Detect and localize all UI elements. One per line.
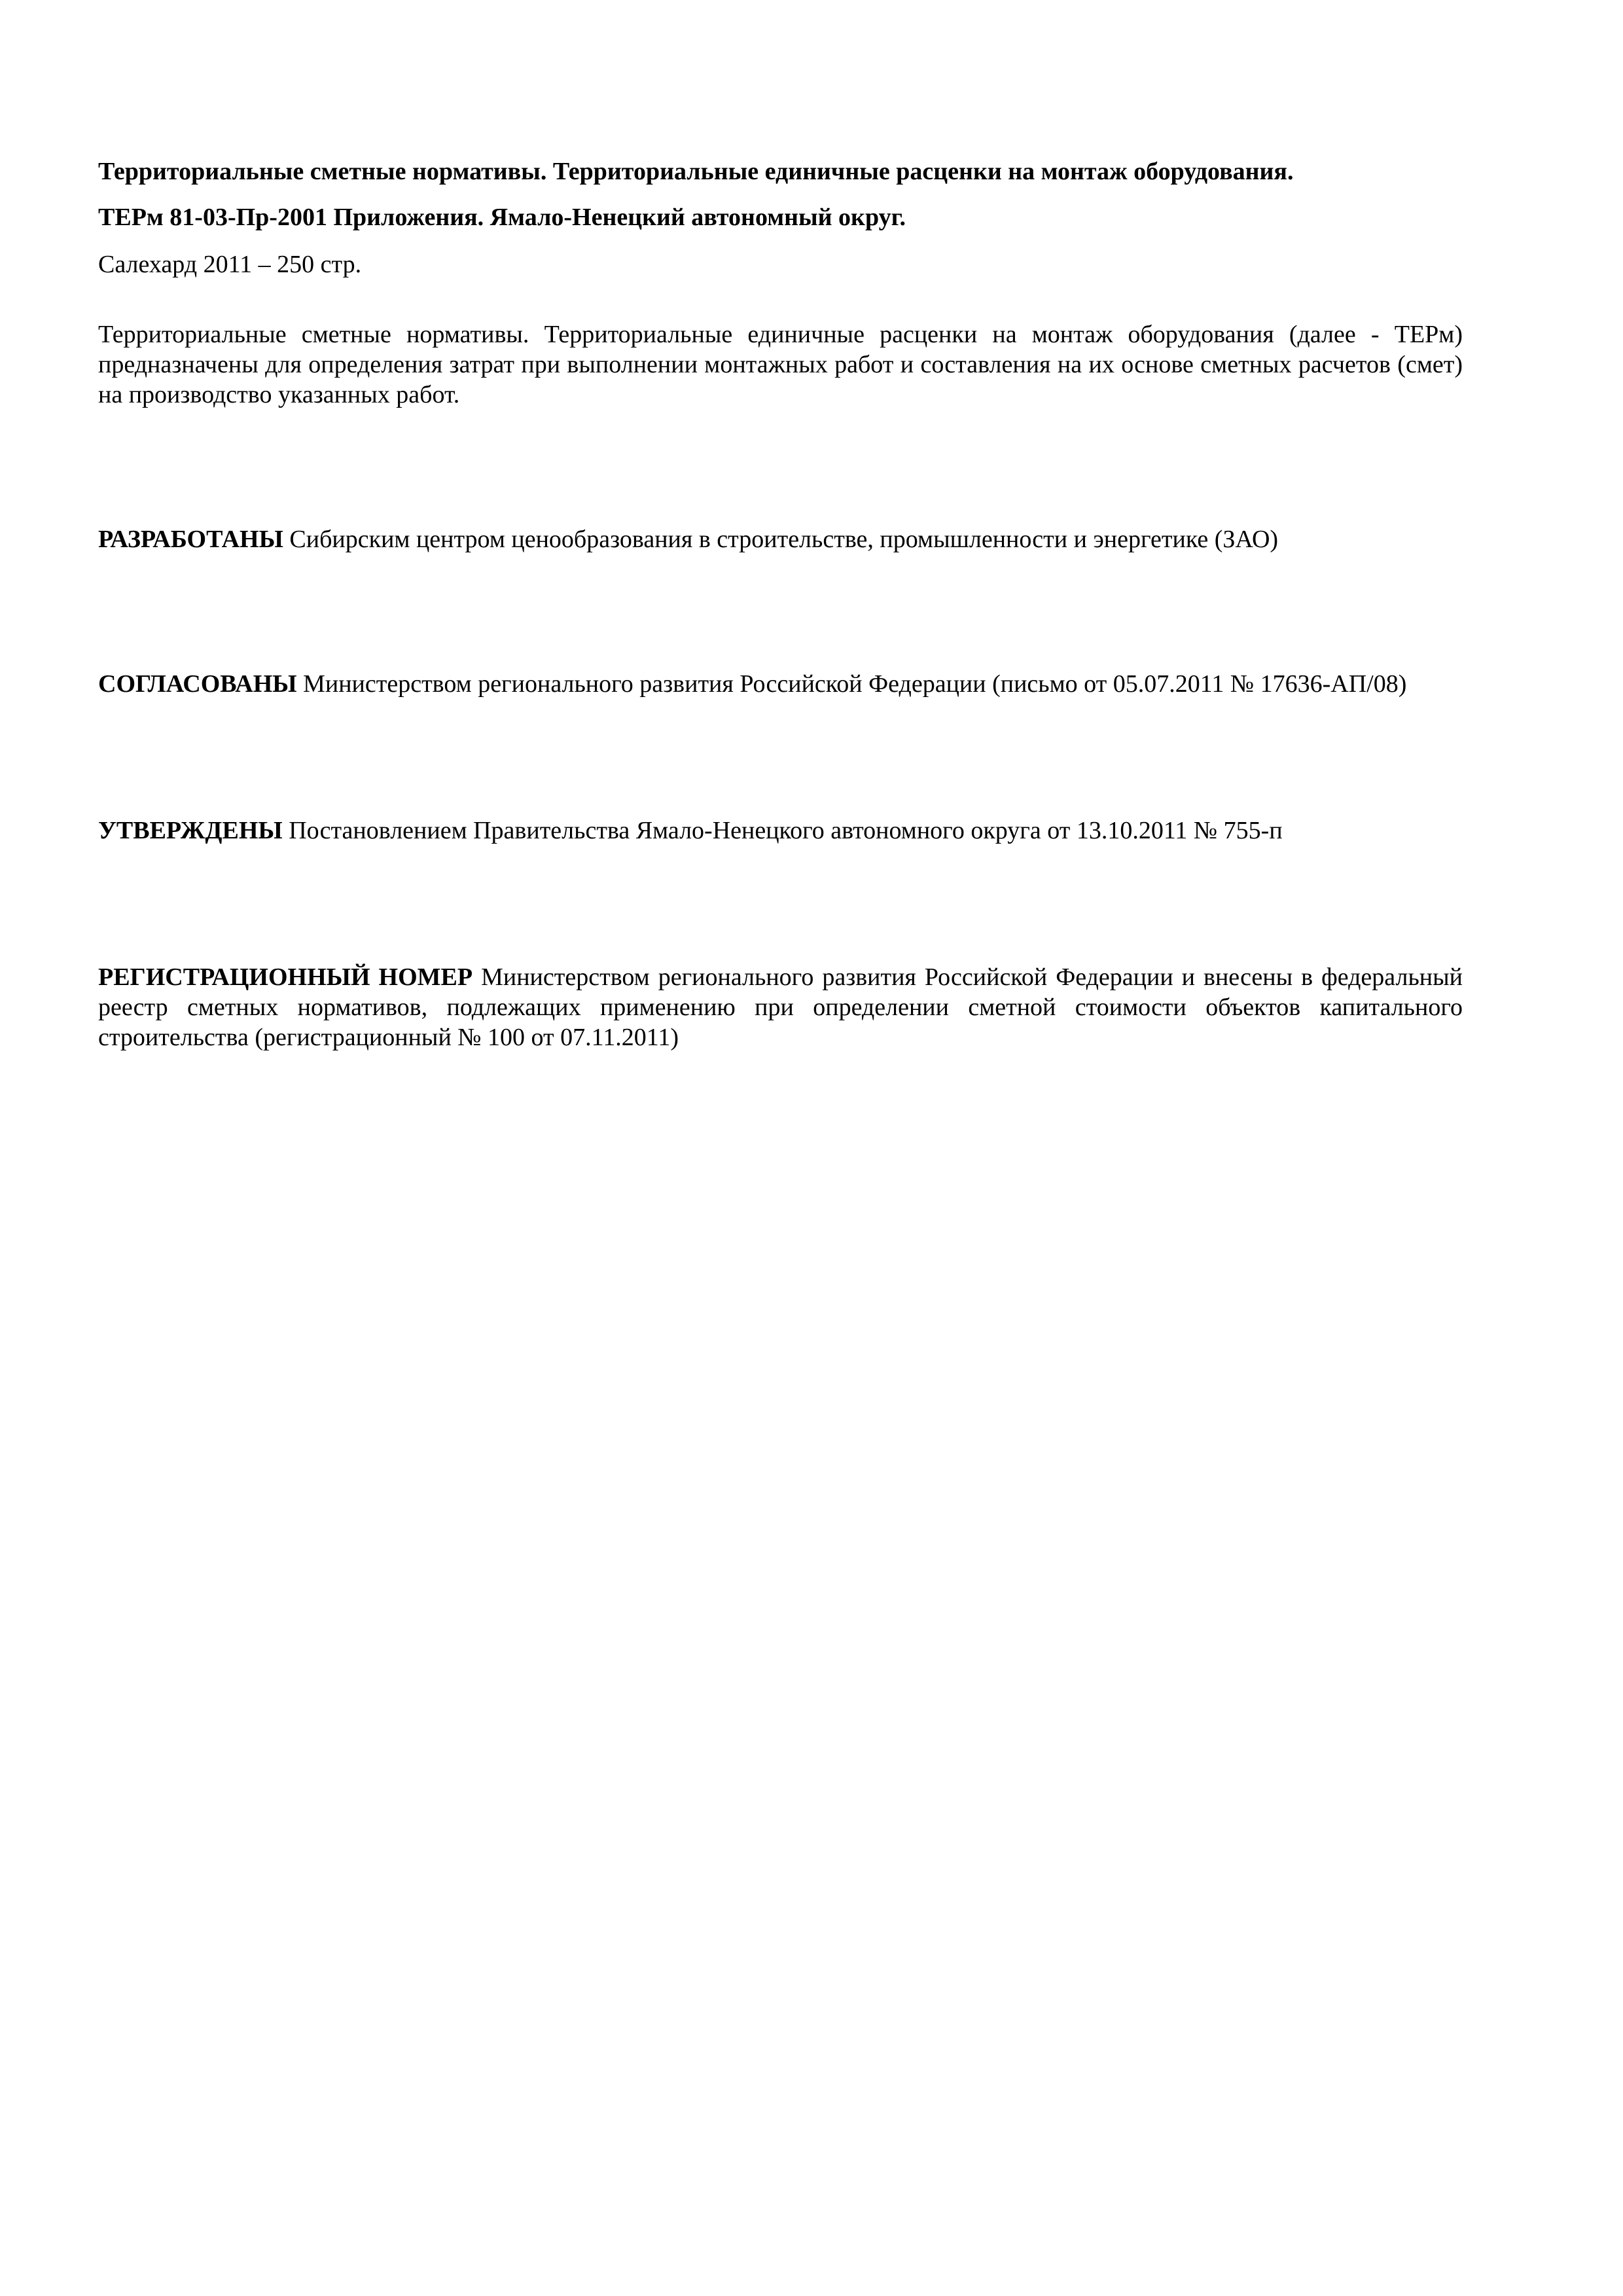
document-title-line-1: Территориальные сметные нормативы. Территориальные единичные расценки на монтаж оборудования. [98, 158, 1294, 185]
section-developed [98, 524, 1463, 554]
section-approved-label: УТВЕРЖДЕНЫ [98, 817, 283, 844]
document-title-line-2: ТЕРм 81-03-Пр-2001 Приложения. Ямало-Ненецкий автономный округ. [98, 204, 906, 231]
section-approved-text: Постановлением Правительства Ямало-Ненецкого автономного округа от 13.10.2011 № 755-п [282, 817, 1283, 844]
document-body [98, 156, 1463, 1052]
section-registration-number [98, 962, 1463, 1052]
section-developed-label: РАЗРАБОТАНЫ [98, 526, 283, 553]
section-registration-number-label: РЕГИСТРАЦИОННЫЙ НОМЕР [98, 963, 473, 991]
section-approved [98, 816, 1463, 846]
section-registration-number-text: Министерством регионального развития Российской Федерации и внесены в федеральный реестр сметных нормативов, подлежащих применению при определении сметной стоимости объектов капитального строительства (регистрационный № 100 от 07.11.2011) [98, 963, 1463, 1051]
publication-info: Салехард 2011 – 250 стр. [98, 251, 362, 278]
document-description: Территориальные сметные нормативы. Территориальные единичные расценки на монтаж оборудования (далее - ТЕРм) предназначены для определения затрат при выполнении монтажных работ и составления на их основе сметных расчетов (смет) на производство указанных работ. [98, 321, 1463, 408]
section-agreed-label: СОГЛАСОВАНЫ [98, 670, 297, 698]
section-agreed [98, 669, 1463, 699]
section-developed-text: Сибирским центром ценообразования в строительстве, промышленности и энергетике (ЗАО) [283, 526, 1279, 553]
section-agreed-text: Министерством регионального развития Российской Федерации (письмо от 05.07.2011 № 17636-АП/08) [296, 670, 1407, 698]
